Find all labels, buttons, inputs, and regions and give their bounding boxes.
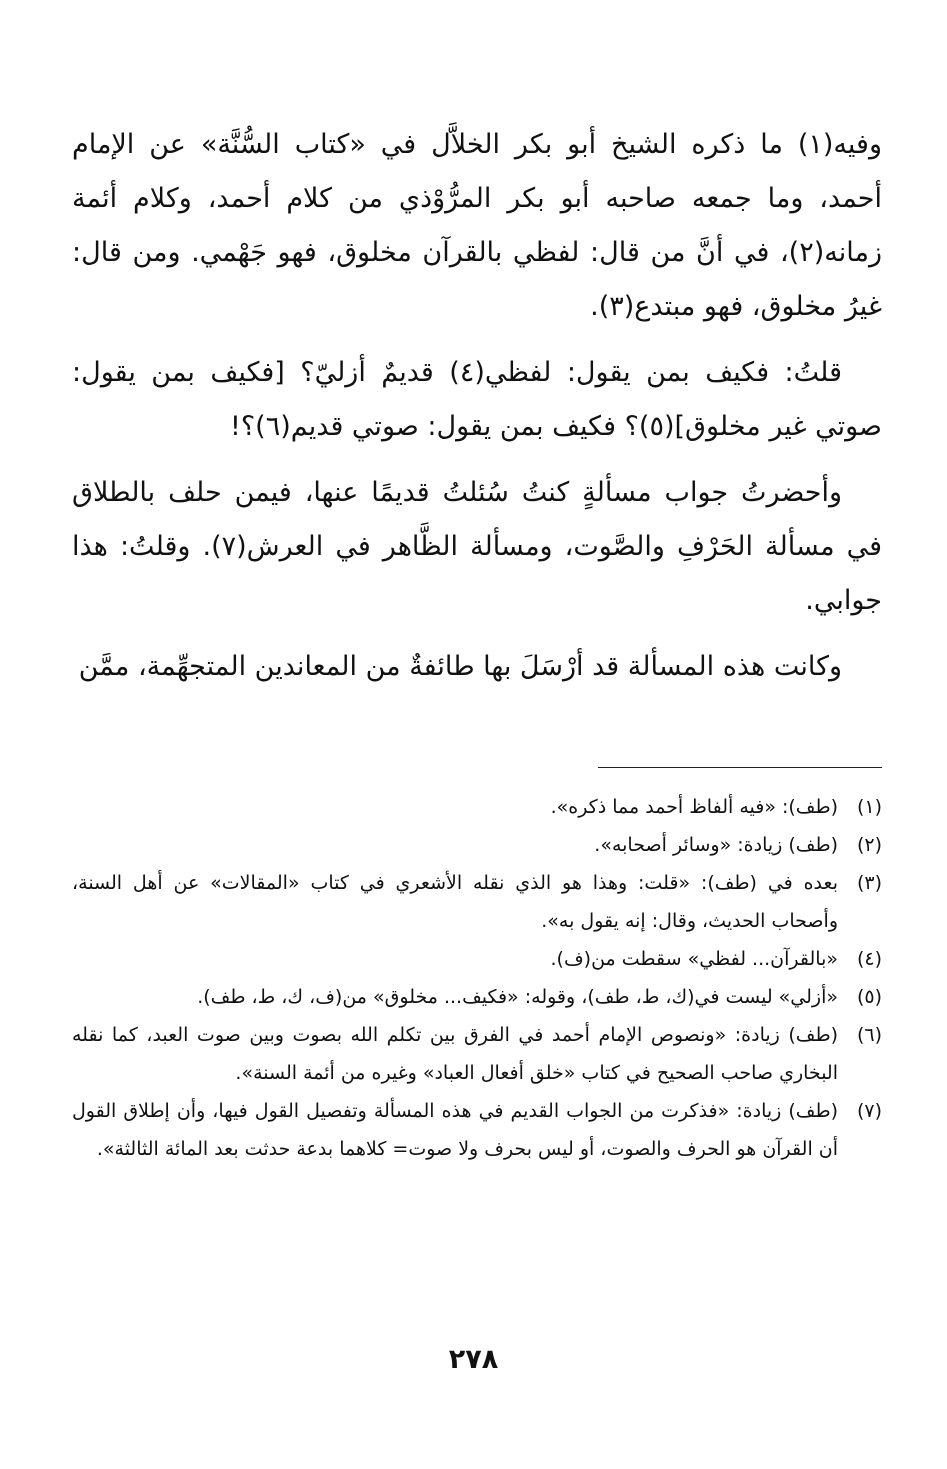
footnote-4 (72, 940, 882, 978)
footnote-3 (72, 864, 882, 940)
footnote-number: (٤) (856, 948, 882, 970)
footnote-number: (٦) (856, 1024, 882, 1046)
footnote-6 (72, 1016, 882, 1092)
paragraph-4: وكانت هذه المسألة قد أرْسَلَ بها طائفةٌ من المعاندين المتجهِّمة، ممَّن (78, 651, 842, 682)
footnote-text: بعده في (طف): «قلت: وهذا هو الذي نقله الأشعري في كتاب «المقالات» عن أهل السنة، وأصحاب الحديث، وقال: إنه يقول به». (72, 872, 838, 932)
paragraph-2: قلتُ: فكيف بمن يقول: لفظي(٤) قديمٌ أزليّ؟ [فكيف بمن يقول: صوتي غير مخلوق](٥)؟ فكيف بمن يقول: صوتي قديم(٦)؟! (72, 357, 882, 442)
footnote-5 (72, 978, 882, 1016)
paragraph-3: وأحضرتُ جواب مسألةٍ كنتُ سُئلتُ قديمًا عنها، فيمن حلف بالطلاق في مسألة الحَرْفِ والصَّوت، ومسألة الظَّاهر في العرش(٧). وقلتُ: هذا جوابي. (72, 477, 882, 616)
footnote-2 (72, 826, 882, 864)
footnote-text: (طف) زيادة: «وسائر أصحابه». (594, 834, 838, 856)
footnote-number: (٧) (856, 1100, 882, 1122)
footnote-text: (طف) زيادة: «فذكرت من الجواب القديم في هذه المسألة وتفصيل القول فيها، وأن إطلاق القول أن القرآن هو الحرف والصوت، أو ليس بحرف ولا صوت= كلاهما بدعة حدثت بعد المائة الثالثة». (72, 1100, 838, 1160)
paragraph-1: وفيه(١) ما ذكره الشيخ أبو بكر الخلاَّل في «كتاب السُّنَّة» عن الإمام أحمد، وما جمعه صاحبه أبو بكر المرُّوْذي من كلام أحمد، وكلام أئمة زمانه(٢)، في أنَّ من قال: لفظي بالقرآن مخلوق، فهو جَهْمي. ومن قال: غيرُ مخلوق، فهو مبتدع(٣). (72, 129, 882, 322)
footnote-text: (طف): «فيه ألفاظ أحمد مما ذكره». (550, 796, 838, 818)
footnote-text: (طف) زيادة: «ونصوص الإمام أحمد في الفرق بين تكلم الله بصوت وبين صوت العبد، كما نقله البخاري صاحب الصحيح في كتاب «خلق أفعال العباد» وغيره من أئمة السنة». (72, 1024, 838, 1084)
footnotes-block (72, 788, 882, 1168)
footnote-separator (598, 767, 882, 768)
footnote-text: «بالقرآن... لفظي» سقطت من(ف). (550, 948, 838, 970)
footnote-number: (٢) (856, 834, 882, 856)
footnote-1 (72, 788, 882, 826)
footnote-number: (٥) (856, 986, 882, 1008)
footnote-number: (٣) (856, 872, 882, 894)
footnote-number: (١) (856, 796, 882, 818)
page-number: ٢٧٨ (448, 1344, 499, 1375)
main-text-block (72, 118, 882, 706)
footnote-7 (72, 1092, 882, 1168)
footnote-text: «أزلي» ليست في(ك، ط، طف)، وقوله: «فكيف... مخلوق» من(ف، ك، ط، طف). (197, 986, 838, 1008)
